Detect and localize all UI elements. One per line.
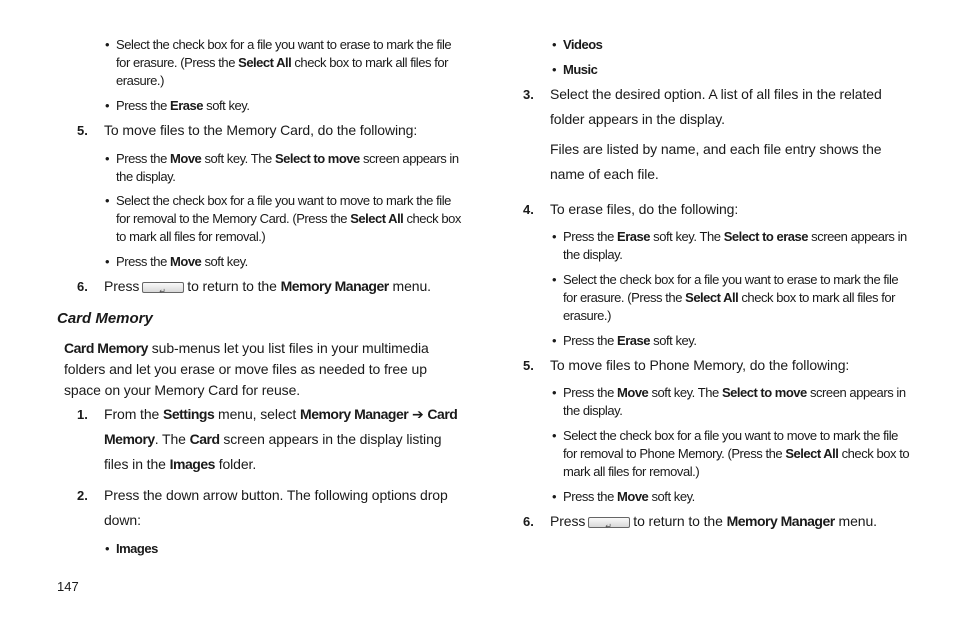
- step-number: 3.: [523, 87, 534, 102]
- page-number: 147: [57, 579, 79, 594]
- bullet-erase-select: • Select the check box for a file you want to erase to mark the file for erasure. (Press the Select All check box to mark all files for erasure.): [116, 36, 466, 90]
- bullet-erase-softkey: • Press the Erase soft key.: [116, 97, 466, 115]
- step-move-memory-card: To move files to the Memory Card, do the following:: [104, 122, 418, 138]
- step-number: 6.: [77, 279, 88, 294]
- back-softkey-icon: [142, 282, 184, 293]
- option-images: • Images: [116, 540, 416, 558]
- bullet-move-press: • Press the Move soft key.: [563, 488, 913, 506]
- back-softkey-icon: [588, 517, 630, 528]
- section-heading: Card Memory: [57, 310, 153, 327]
- step-number: 5.: [77, 123, 88, 138]
- step-down-arrow: Press the down arrow button. The following options drop down:: [104, 487, 448, 528]
- bullet-move-softkey: • Press the Move soft key. The Select to move screen appears in the display.: [116, 150, 466, 186]
- step-return-menu: Press↵ to return to the Memory Manager menu.: [104, 274, 474, 299]
- bullet-move-softkey: • Press the Move soft key. The Select to move screen appears in the display.: [563, 384, 913, 420]
- bullet-erase-softkey: • Press the Erase soft key. The Select to erase screen appears in the display.: [563, 228, 913, 264]
- bullet-move-press: • Press the Move soft key.: [116, 253, 466, 271]
- option-music: • Music: [563, 61, 863, 79]
- step-select-option: Select the desired option. A list of all files in the related folder appears in the display.: [550, 86, 882, 127]
- step-settings-memory-manager: From the Settings menu, select Memory Manager ➔ Card Memory. The Card screen appears in the display listing files in the Images folder.: [104, 406, 458, 472]
- bullet-erase-press: • Press the Erase soft key.: [563, 332, 913, 350]
- files-listed-paragraph: Files are listed by name, and each file entry shows the name of each file.: [550, 141, 882, 182]
- option-videos: • Videos: [563, 36, 863, 54]
- step-erase-files: To erase files, do the following:: [550, 201, 739, 217]
- step-number: 2.: [77, 488, 88, 503]
- bullet-erase-select: • Select the check box for a file you want to erase to mark the file for erasure. (Press the Select All check box to mark all files for erasure.): [563, 271, 913, 325]
- step-return-menu: Press↵ to return to the Memory Manager menu.: [550, 509, 930, 534]
- bullet-move-select: • Select the check box for a file you want to move to mark the file for removal to Phone Memory. (Press the Select All check box to mark all files for removal.): [563, 427, 913, 481]
- step-move-phone-memory: To move files to Phone Memory, do the following:: [550, 357, 850, 373]
- step-number: 4.: [523, 202, 534, 217]
- step-number: 6.: [523, 514, 534, 529]
- step-number: 1.: [77, 407, 88, 422]
- bullet-move-select: • Select the check box for a file you want to move to mark the file for removal to the Memory Card. (Press the Select All check box to mark all files for removal.): [116, 192, 466, 246]
- step-number: 5.: [523, 358, 534, 373]
- intro-paragraph: Card Memory sub-menus let you list files in your multimedia folders and let you erase or move files as needed to free up space on your Memory Card for reuse.: [64, 340, 429, 398]
